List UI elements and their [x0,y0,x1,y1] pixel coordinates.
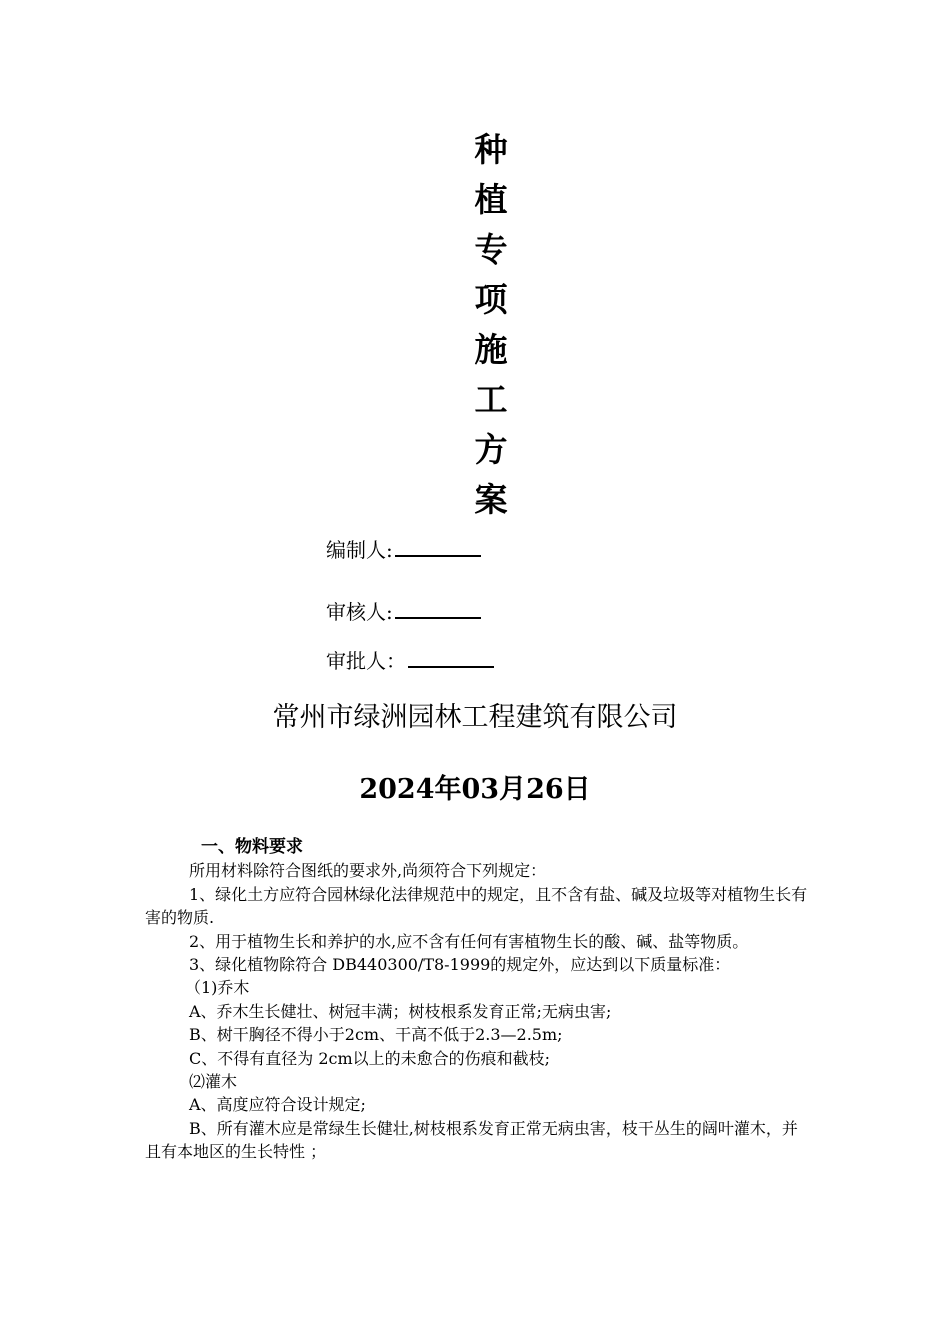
signature-approver [326,646,494,674]
section-materials [145,836,810,1164]
tree-item: A、乔木生长健壮、树冠丰满；树枝根系发育正常;无病虫害; [189,1001,612,1021]
requirement-item: 1、绿化土方应符合园林绿化法律规范中的规定，且不含有盐、碱及垃圾等对植物生长有害的物质. [145,884,808,928]
signature-line [395,597,481,619]
requirement-item: 2、用于植物生长和养护的水,应不含有任何有害植物生长的酸、碱、盐等物质。 [189,931,749,951]
tree-item: B、树干胸径不得小于2cm、干高不低于2.3—2.5m; [189,1025,563,1045]
tree-item: C、不得有直径为 2cm以上的未愈合的伤痕和截枝; [189,1048,551,1068]
title-char: 方 [474,430,508,469]
title-char: 施 [474,330,508,369]
shrub-heading: ⑵灌木 [189,1072,238,1092]
signature-label: 编制人: [326,538,393,562]
signature-editor [326,535,481,563]
title-char: 专 [474,230,508,269]
signature-label: 审核人: [326,600,393,624]
shrub-item: B、所有灌木应是常绿生长健壮,树枝根系发育正常无病虫害，枝干丛生的阔叶灌木，并且有本地区的生长特性 ； [145,1118,798,1162]
title-char: 植 [474,180,508,219]
section-intro: 所用材料除符合图纸的要求外,尚须符合下列规定： [189,861,547,881]
signature-line [408,646,494,668]
title-char: 案 [474,480,508,519]
shrub-item: A、高度应符合设计规定; [189,1095,366,1115]
document-date: 2024年03月26日 [359,774,591,805]
title-char: 种 [474,130,508,169]
signature-line [395,535,481,557]
section-heading: 一、物料要求 [201,837,303,857]
tree-heading: （1)乔木 [185,978,250,998]
requirement-item: 3、绿化植物除符合 DB440300/T8-1999的规定外，应达到以下质量标准： [189,955,731,975]
title-char: 项 [474,280,508,319]
company-name: 常州市绿洲园林工程建筑有限公司 [272,702,678,733]
title-char: 工 [474,380,508,419]
signature-reviewer [326,597,481,625]
signature-label: 审批人： [326,649,406,673]
